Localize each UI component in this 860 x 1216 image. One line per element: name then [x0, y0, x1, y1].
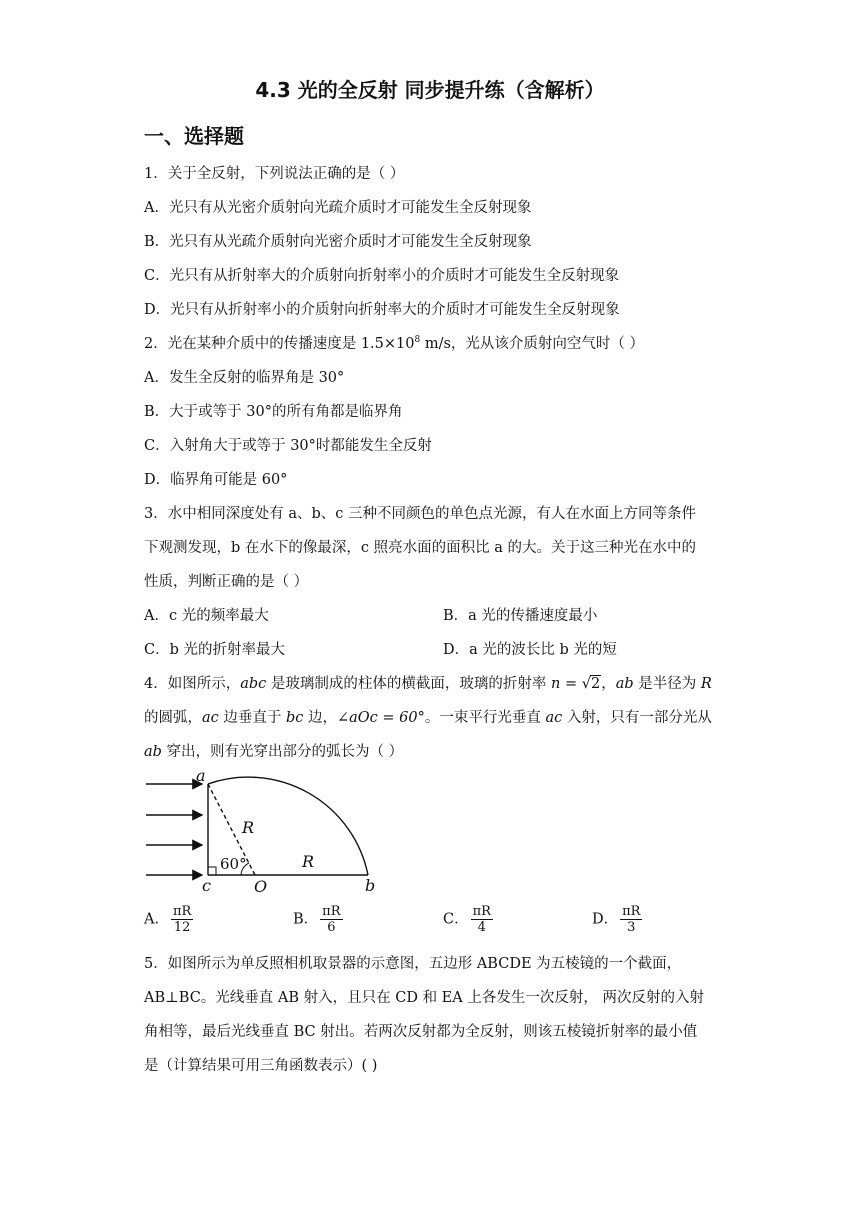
- q4-text: 是半径为: [633, 676, 701, 692]
- q4-text: ，: [601, 676, 616, 692]
- q5-stem-line1: 5．如图所示为单反照相机取景器的示意图，五边形 ABCDE 为五棱镜的一个截面，: [144, 956, 682, 972]
- q2-option-a: A．发生全反射的临界角是 30°: [144, 370, 345, 386]
- q4-var-ab: ab: [144, 744, 162, 760]
- right-angle-mark: [208, 867, 216, 875]
- q2-stem-b: m/s，光从该介质射向空气时（ ）: [420, 336, 645, 352]
- fraction: [471, 904, 493, 935]
- option-label: D．: [592, 911, 619, 928]
- q4-text: 入射，只有一部分光从: [562, 710, 712, 726]
- q4-text: 边，: [303, 710, 337, 726]
- q4-var-r: R: [700, 676, 712, 692]
- q2-exponent: 8: [414, 335, 421, 346]
- q4-figure: [140, 765, 390, 895]
- q4-var-ac: ac: [202, 710, 219, 726]
- label-r-base: R: [302, 852, 315, 871]
- q4-option-d: [592, 904, 642, 935]
- q5-stem-line4: 是（计算结果可用三角函数表示）( ): [144, 1058, 378, 1074]
- denominator: 12: [173, 920, 191, 935]
- q1-option-b: B．光只有从光疏介质射向光密介质时才可能发生全反射现象: [144, 234, 532, 250]
- q1-option-a: A．光只有从光密介质射向光疏介质时才可能发生全反射现象: [144, 200, 532, 216]
- option-label: B．: [293, 911, 319, 928]
- section-heading: 一、选择题: [144, 124, 244, 148]
- denominator: 3: [627, 920, 636, 935]
- q2-option-c: C．入射角大于或等于 30°时都能发生全反射: [144, 438, 432, 454]
- q4-option-c: [443, 904, 493, 935]
- q4-stem-line1: [144, 672, 712, 693]
- q4-stem-line3: [144, 740, 403, 761]
- numerator: πR: [172, 904, 192, 919]
- q4-text: 边垂直于: [218, 710, 286, 726]
- q4-option-b: [293, 904, 343, 935]
- q4-var-bc: bc: [285, 710, 304, 726]
- q4-equals: =: [560, 676, 582, 692]
- q4-text: 的圆弧，: [144, 710, 202, 726]
- q1-option-d: D．光只有从折射率小的介质射向折射率大的介质时才可能发生全反射现象: [144, 302, 620, 318]
- q5-stem-line3: 角相等，最后光线垂直 BC 射出。若两次反射都为全反射，则该五棱镜折射率的最小值: [144, 1024, 698, 1040]
- q2-stem-a: 2．光在某种介质中的传播速度是 1.5×10: [144, 336, 415, 352]
- q3-stem-line2: 下观测发现，b 在水下的像最深，c 照亮水面的面积比 a 的大。关于这三种光在水中的: [144, 540, 696, 556]
- denominator: 4: [477, 920, 486, 935]
- q1-stem: 1．关于全反射，下列说法正确的是（ ）: [144, 166, 405, 182]
- fraction: [171, 904, 193, 935]
- option-label: A．: [144, 911, 169, 928]
- q3-option-a: A．c 光的频率最大: [144, 608, 269, 624]
- page-title: 4.3 光的全反射 同步提升练（含解析）: [255, 78, 605, 102]
- q4-text: 。一束平行光垂直: [424, 710, 546, 726]
- option-label: C．: [443, 911, 469, 928]
- q2-stem: [144, 332, 644, 353]
- q3-stem-line1: 3．水中相同深度处有 a、b、c 三种不同颜色的单色点光源，有人在水面上方同等条件: [144, 506, 696, 522]
- denominator: 6: [327, 920, 336, 935]
- label-c: c: [202, 876, 211, 895]
- q4-stem-line2: [144, 706, 712, 727]
- q4-var-n: n: [551, 676, 561, 692]
- fraction: [620, 904, 642, 935]
- q4-var-ab: ab: [615, 676, 634, 692]
- q3-option-d: D．a 光的波长比 b 光的短: [443, 642, 617, 658]
- q4-text: 穿出，则有光穿出部分的弧长为（ ）: [161, 744, 404, 760]
- q2-option-d: D．临界角可能是 60°: [144, 472, 288, 488]
- q4-angle: ∠aOc = 60°: [337, 710, 425, 726]
- q3-option-b: B．a 光的传播速度最小: [443, 608, 598, 624]
- q1-option-c: C．光只有从折射率大的介质射向折射率小的介质时才可能发生全反射现象: [144, 268, 620, 284]
- q4-var-abc: abc: [240, 676, 267, 692]
- label-b: b: [365, 876, 376, 895]
- q4-text: 是玻璃制成的柱体的横截面，玻璃的折射率: [266, 676, 552, 692]
- q3-option-c: C．b 光的折射率最大: [144, 642, 285, 658]
- numerator: πR: [322, 904, 341, 919]
- label-a: a: [196, 766, 206, 785]
- label-o: O: [254, 877, 268, 895]
- q3-stem-line3: 性质，判断正确的是（ ）: [144, 574, 309, 590]
- q5-stem-line2: AB⊥BC。光线垂直 AB 射入，且只在 CD 和 EA 上各发生一次反射， 两次反射的入射: [144, 990, 704, 1006]
- numerator: πR: [472, 904, 491, 919]
- fraction: [320, 904, 342, 935]
- label-r-radius: R: [242, 818, 255, 837]
- label-angle: 60°: [220, 855, 247, 873]
- q4-text: 4．如图所示，: [144, 676, 241, 692]
- sqrt-symbol: √: [581, 676, 591, 692]
- numerator: πR: [622, 904, 641, 919]
- q2-option-b: B．大于或等于 30°的所有角都是临界角: [144, 404, 403, 420]
- q4-sqrt-value: 2: [590, 676, 601, 692]
- q4-option-a: [144, 904, 193, 935]
- q4-var-ac: ac: [545, 710, 563, 726]
